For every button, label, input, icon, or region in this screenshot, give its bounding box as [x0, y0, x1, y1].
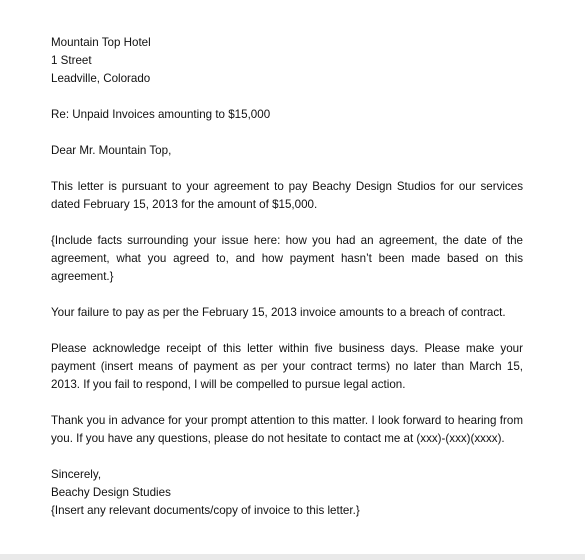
recipient-address	[51, 34, 523, 88]
letter-body	[51, 34, 523, 520]
page-bottom-edge	[0, 554, 585, 560]
paragraph-acknowledge: Please acknowledge receipt of this letter within five business days. Please make your payment (insert means of payment as per your contract terms) no later than March 15, 2013. If you fail to respond, I will be compelled to pursue legal action.	[51, 342, 523, 391]
sender-name: Beachy Design Studies	[51, 486, 171, 499]
paragraph-agreement: This letter is pursuant to your agreement to pay Beachy Design Studios for our services dated February 15, 2013 for the amount of $15,000.	[51, 180, 523, 211]
paragraph-thanks: Thank you in advance for your prompt attention to this matter. I look forward to hearing from you. If you have any questions, please do not hesitate to contact me at (xxx)-(xxx)(xxxx).	[51, 414, 523, 445]
closing-block	[51, 466, 523, 520]
valediction: Sincerely,	[51, 468, 102, 481]
attachment-note: {Insert any relevant documents/copy of invoice to this letter.}	[51, 504, 360, 517]
salutation: Dear Mr. Mountain Top,	[51, 144, 172, 157]
recipient-street: 1 Street	[51, 54, 92, 67]
recipient-name: Mountain Top Hotel	[51, 36, 151, 49]
paragraph-breach: Your failure to pay as per the February 15, 2013 invoice amounts to a breach of contract.	[51, 306, 506, 319]
subject-line: Re: Unpaid Invoices amounting to $15,000	[51, 108, 271, 121]
paragraph-facts-placeholder: {Include facts surrounding your issue here: how you had an agreement, the date of the agreement, what you agreed to, and how payment hasn’t been made based on this agreement.}	[51, 234, 523, 283]
recipient-city: Leadville, Colorado	[51, 72, 151, 85]
